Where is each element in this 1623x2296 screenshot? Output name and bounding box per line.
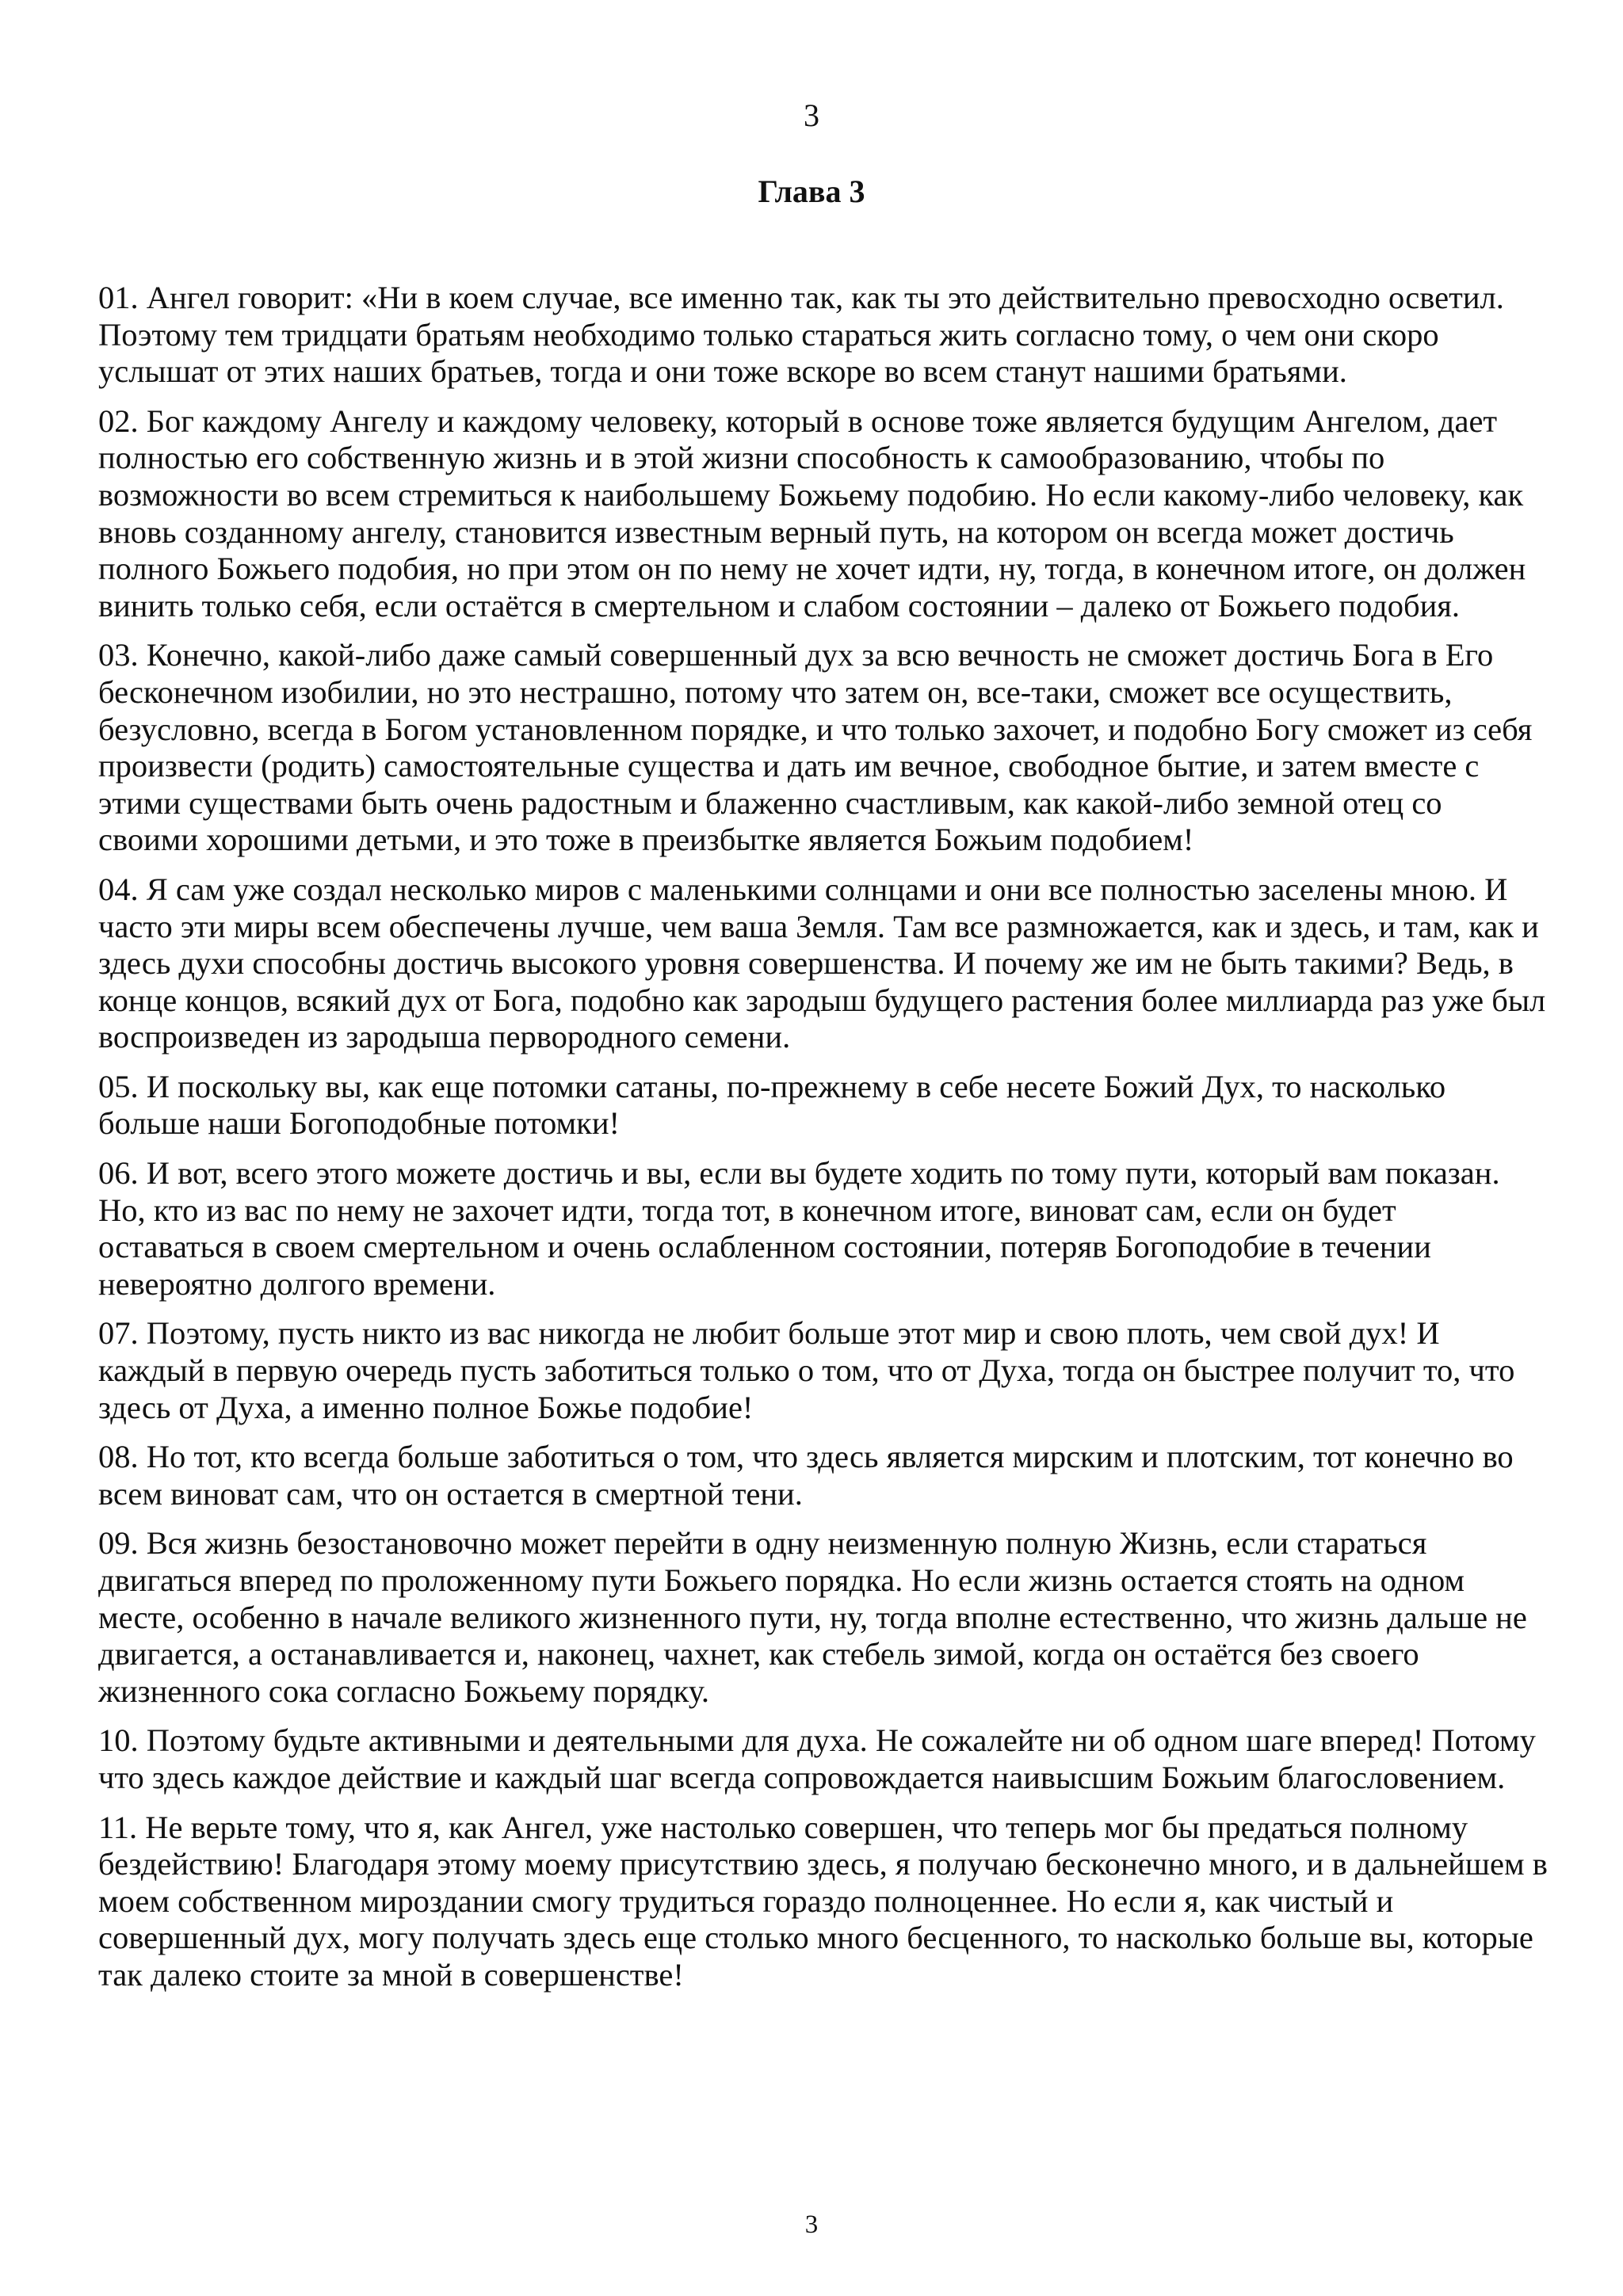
chapter-title: Глава 3 — [758, 174, 865, 209]
paragraph-04: 04. Я сам уже создал несколько миров с маленькими солнцами и они все полностью заселены мною. И часто эти миры всем обеспечены лучше, чем ваша Земля. Там все размножается, как и здесь, и там, как и здесь духи способны достичь высокого уровня совершенства. И почему же им не быть такими? Ведь, в конце концов, всякий дух от Бога, подобно как зародыш будущего растения более миллиарда раз уже был воспроизведен из зародыша первородного семени. — [98, 871, 1546, 1055]
page-number-bottom: 3 — [804, 2210, 819, 2239]
paragraph-05: 05. И поскольку вы, как еще потомки сатаны, по-прежнему в себе несете Божий Дух, то насколько больше наши Богоподобные потомки! — [98, 1068, 1446, 1142]
paragraph-11: 11. Не верьте тому, что я, как Ангел, уже настолько совершен, что теперь мог бы предаться полному бездействию! Благодаря этому моему присутствию здесь, я получаю бесконечно много, и в дальнейшем в моем собственном мироздании смогу трудиться гораздо полноценнее. Но если я, как чистый и совершенный дух, могу получать здесь еще столько много бесценного, то насколько больше вы, которые так далеко стоите за мной в совершенстве! — [98, 1809, 1548, 1993]
page-number-top: 3 — [804, 97, 819, 133]
paragraph-01: 01. Ангел говорит: «Ни в коем случае, все именно так, как ты это действительно превосходно осветил. Поэтому тем тридцати братьям необходимо только стараться жить согласно тому, о чем они скоро услышат от этих наших братьев, тогда и они тоже вскоре во всем станут нашими братьями. — [98, 280, 1504, 390]
paragraph-06: 06. И вот, всего этого можете достичь и вы, если вы будете ходить по тому пути, который вам показан. Но, кто из вас по нему не захочет идти, тогда тот, в конечном итоге, виноват сам, если он будет оставаться в своем смертельном и очень ослабленном состоянии, потеряв Богоподобие в течении невероятно долгого времени. — [98, 1155, 1500, 1302]
paragraph-09: 09. Вся жизнь безостановочно может перейти в одну неизменную полную Жизнь, если стараться двигаться вперед по проложенному пути Божьего порядка. Но если жизнь остается стоять на одном месте, особенно в начале великого жизненного пути, ну, тогда вполне естественно, что жизнь дальше не двигается, а останавливается и, наконец, чахнет, как стебель зимой, когда он остаётся без своего жизненного сока согласно Божьему порядку. — [98, 1525, 1527, 1709]
paragraph-03: 03. Конечно, какой-либо даже самый совершенный дух за всю вечность не сможет достичь Бога в Его бесконечном изобилии, но это нестрашно, потому что затем он, все-таки, сможет все осуществить, безусловно, всегда в Богом установленном порядке, и что только захочет, и подобно Богу сможет из себя произвести (родить) самостоятельные существа и дать им вечное, свободное бытие, и затем вместе с этими существами быть очень радостным и блаженно счастливым, как какой-либо земной отец со своими хорошими детьми, и это тоже в преизбытке является Божьим подобием! — [98, 637, 1533, 858]
paragraph-08: 08. Но тот, кто всегда больше заботиться о том, что здесь является мирским и плотским, тот конечно во всем виноват сам, что он остается в смертной тени. — [98, 1439, 1514, 1512]
paragraph-07: 07. Поэтому, пусть никто из вас никогда не любит больше этот мир и свою плоть, чем свой дух! И каждый в первую очередь пусть заботиться только о том, что от Духа, тогда он быстрее получит то, что здесь от Духа, а именно полное Божье подобие! — [98, 1315, 1515, 1425]
paragraph-02: 02. Бог каждому Ангелу и каждому человеку, который в основе тоже является будущим Ангелом, дает полностью его собственную жизнь и в этой жизни способность к самообразованию, чтобы по возможности во всем стремиться к наибольшему Божьему подобию. Но если какому-либо человеку, как вновь созданному ангелу, становится известным верный путь, на котором он всегда может достичь полного Божьего подобия, но при этом он по нему не хочет идти, ну, тогда, в конечном итоге, он должен винить только себя, если остаётся в смертельном и слабом состоянии – далеко от Божьего подобия. — [98, 402, 1526, 624]
body-text — [98, 280, 1549, 2007]
paragraph-10: 10. Поэтому будьте активными и деятельными для духа. Не сожалейте ни об одном шаге вперед! Потому что здесь каждое действие и каждый шаг всегда сопровождается наивысшим Божьим благословением. — [98, 1722, 1536, 1795]
